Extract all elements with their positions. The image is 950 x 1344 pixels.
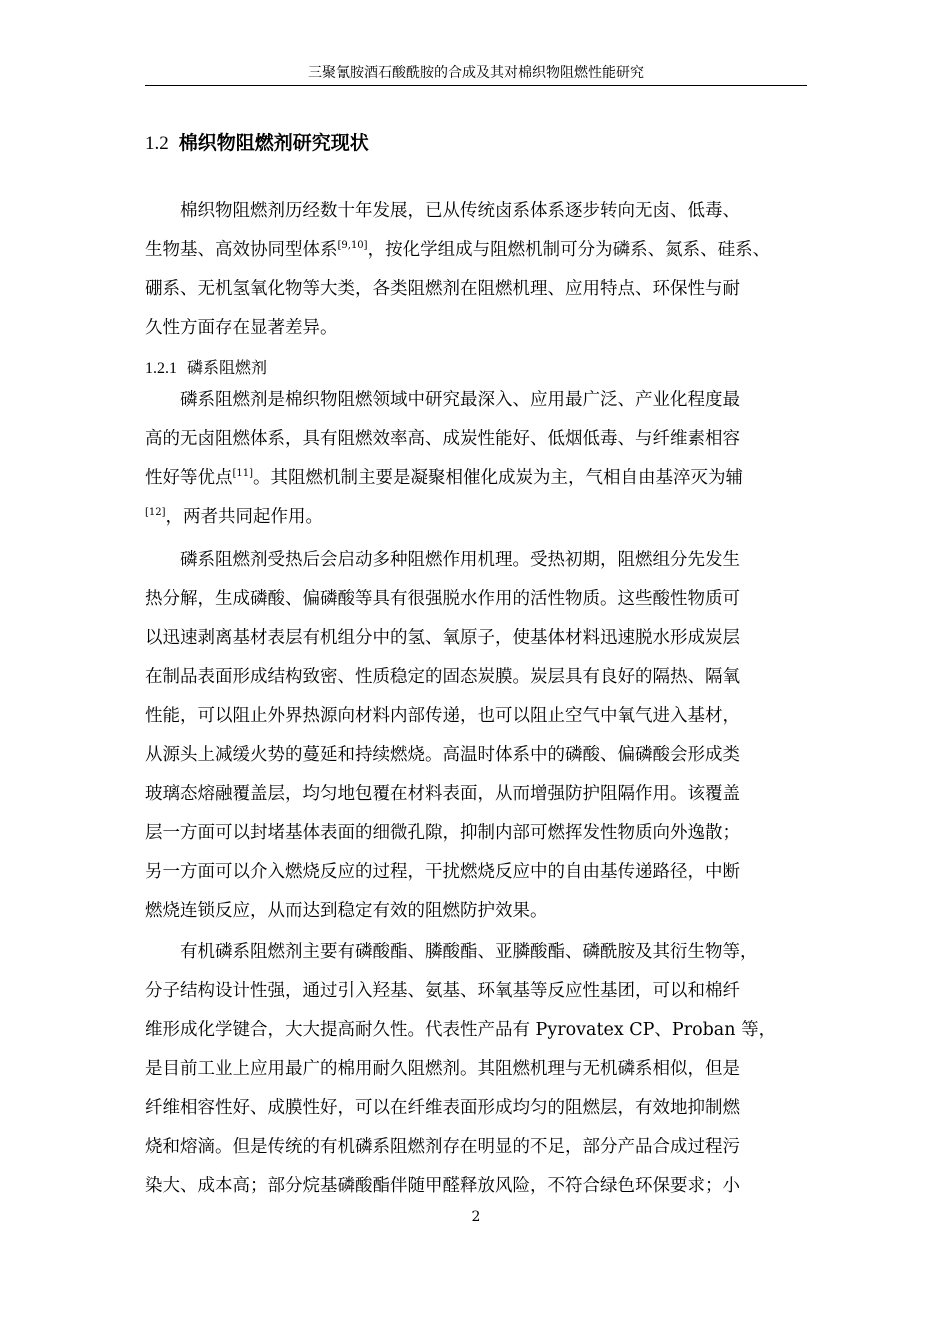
paragraph-organic-phosphorus [145,933,807,1206]
section-title: 棉织物阻燃剂研究现状 [178,132,369,154]
text-line: 有机磷系阻燃剂主要有磷酸酯、膦酸酯、亚膦酸酯、磷酰胺及其衍生物等， [180,942,758,962]
text-line: 以迅速剥离基材表层有机组分中的氢、氧原子，使基体材料迅速脱水形成炭层 [145,628,740,648]
subsection-heading [145,356,267,381]
running-header: 三聚氰胺酒石酸酰胺的合成及其对棉织物阻燃性能研究 [308,65,644,81]
text-line [145,498,807,537]
text-line: 棉织物阻燃剂历经数十年发展，已从传统卤系体系逐步转向无卤、低毒、 [180,201,740,221]
text-line [145,231,807,270]
section-heading [145,130,369,157]
subsection-title: 磷系阻燃剂 [187,358,268,377]
text-line: 维形成化学键合，大大提高耐久性。代表性产品有 Pyrovatex CP、Proban 等， [145,1020,777,1040]
line-text: ，两者共同起作用。 [165,507,324,527]
text-line [145,459,807,498]
text-line: 高的无卤阻燃体系，具有阻燃效率高、成炭性能好、低烟低毒、与纤维素相容 [145,429,740,449]
text-line: 玻璃态熔融覆盖层，均匀地包覆在材料表面，从而增强防护阻隔作用。该覆盖 [145,784,740,804]
text-line: 在制品表面形成结构致密、性质稳定的固态炭膜。炭层具有良好的隔热、隔氧 [145,667,740,687]
text-line: 从源头上减缓火势的蔓延和持续燃烧。高温时体系中的磷酸、偏磷酸会形成类 [145,745,740,765]
line-text: 生物基、高效协同型体系 [145,240,338,260]
text-line: 性能，可以阻止外界热源向材料内部传递，也可以阻止空气中氧气进入基材， [145,706,740,726]
text-line: 分子结构设计性强，通过引入羟基、氨基、环氧基等反应性基团，可以和棉纤 [145,981,740,1001]
text-line: 烧和熔滴。但是传统的有机磷系阻燃剂存在明显的不足，部分产品合成过程污 [145,1137,740,1157]
line-text: 。其阻燃机制主要是凝聚相催化成炭为主，气相自由基淬灭为辅 [253,468,744,488]
text-line: 磷系阻燃剂是棉织物阻燃领域中研究最深入、应用最广泛、产业化程度最 [180,390,740,410]
text-line: 另一方面可以介入燃烧反应的过程，干扰燃烧反应中的自由基传递路径，中断 [145,862,740,882]
text-line: 磷系阻燃剂受热后会启动多种阻燃作用机理。受热初期，阻燃组分先发生 [180,550,740,570]
text-line: 纤维相容性好、成膜性好，可以在纤维表面形成均匀的阻燃层，有效地抑制燃 [145,1098,740,1118]
text-line: 久性方面存在显著差异。 [145,318,338,338]
paragraph-mechanism [145,541,807,931]
header-rule [145,85,807,86]
paragraph-overview [145,192,807,348]
citation: [9,10] [337,240,368,251]
text-line: 硼系、无机氢氧化物等大类，各类阻燃剂在阻燃机理、应用特点、环保性与耐 [145,279,740,299]
page-number: 2 [471,1209,481,1225]
text-line: 是目前工业上应用最广的棉用耐久阻燃剂。其阻燃机理与无机磷系相似，但是 [145,1059,740,1079]
citation: [11] [232,468,254,479]
section-number: 1.2 [145,133,169,154]
line-text: 性好等优点 [145,468,233,488]
paragraph-phosphorus-intro [145,381,807,537]
subsection-number: 1.2.1 [145,360,177,377]
text-line: 热分解，生成磷酸、偏磷酸等具有很强脱水作用的活性物质。这些酸性物质可 [145,589,740,609]
line-text: ，按化学组成与阻燃机制可分为磷系、氮系、硅系、 [367,240,771,260]
text-line: 层一方面可以封堵基体表面的细微孔隙，抑制内部可燃挥发性物质向外逸散； [145,823,740,843]
text-line: 燃烧连锁反应，从而达到稳定有效的阻燃防护效果。 [145,901,548,921]
citation: [12] [145,507,166,518]
text-line: 染大、成本高；部分烷基磷酸酯伴随甲醛释放风险，不符合绿色环保要求；小 [145,1176,740,1196]
